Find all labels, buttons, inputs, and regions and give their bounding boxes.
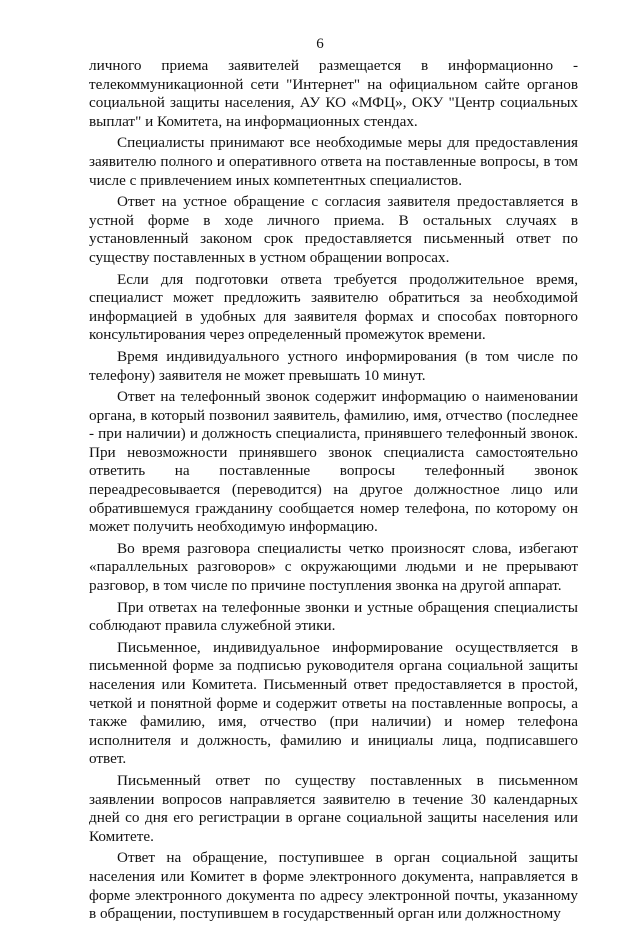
document-body (89, 57, 578, 927)
paragraph-7: Во время разговора специалисты четко произносят слова, избегают «параллельных разговоров» с окружающими людьми и не прерывают разговор, в том числе по причине поступления звонка на другой аппарат. (89, 539, 578, 595)
paragraph-8: При ответах на телефонные звонки и устные обращения специалисты соблюдают правила служебной этики. (89, 598, 578, 635)
paragraph-11: Ответ на обращение, поступившее в орган социальной защиты населения или Комитет в форме электронного документа, направляется в форме электронного документа по адресу электронной почты, указанному в обращении, поступившем в государственный орган или должностному (89, 849, 578, 923)
paragraph-5: Время индивидуального устного информирования (в том числе по телефону) заявителя не может превышать 10 минут. (89, 347, 578, 384)
paragraph-2: Специалисты принимают все необходимые меры для предоставления заявителю полного и оперативного ответа на поставленные вопросы, в том числе с привлечением иных компетентных специалистов. (89, 134, 578, 189)
paragraph-10: Письменный ответ по существу поставленных в письменном заявлении вопросов направляется заявителю в течение 30 календарных дней со дня его регистрации в органе социальной защиты населения или Комитете. (89, 771, 578, 845)
paragraph-9: Письменное, индивидуальное информирование осуществляется в письменной форме за подписью руководителя органа социальной защиты населения или Комитета. Письменный ответ предоставляется в простой, четкой и понятной форме и содержит ответы на поставленные вопросы, а также фамилию, имя, отчество (при наличии) и номер телефона исполнителя и должность, фамилию и инициалы лица, подписавшего ответ. (89, 638, 578, 768)
paragraph-6: Ответ на телефонный звонок содержит информацию о наименовании органа, в который позвонил заявитель, фамилию, имя, отчество (последнее - при наличии) и должность специалиста, принявшего телефонный звонок. При невозможности принявшего звонок специалиста самостоятельно ответить на поставленные вопросы телефонный звонок переадресовывается (переводится) на другое должностное лицо или обратившемуся гражданину сообщается номер телефона, по которому он может получить необходимую информацию. (89, 388, 578, 536)
paragraph-3: Ответ на устное обращение с согласия заявителя предоставляется в устной форме в ходе личного приема. В остальных случаях в установленный законом срок предоставляется письменный ответ по существу поставленных в устном обращении вопросах. (89, 193, 578, 266)
paragraph-4: Если для подготовки ответа требуется продолжительное время, специалист может предложить заявителю обратиться за необходимой информацией в удобных для заявителя формах и способах повторного консультирования через определенный промежуток времени. (89, 270, 578, 344)
page-number: 6 (316, 36, 324, 52)
paragraph-1: личного приема заявителей размещается в информационно - телекоммуникационной сети "Интернет" на официальном сайте органов социальной защиты населения, АУ КО «МФЦ», ОКУ "Центр социальных выплат" и Комитета, на информационных стендах. (89, 57, 578, 130)
